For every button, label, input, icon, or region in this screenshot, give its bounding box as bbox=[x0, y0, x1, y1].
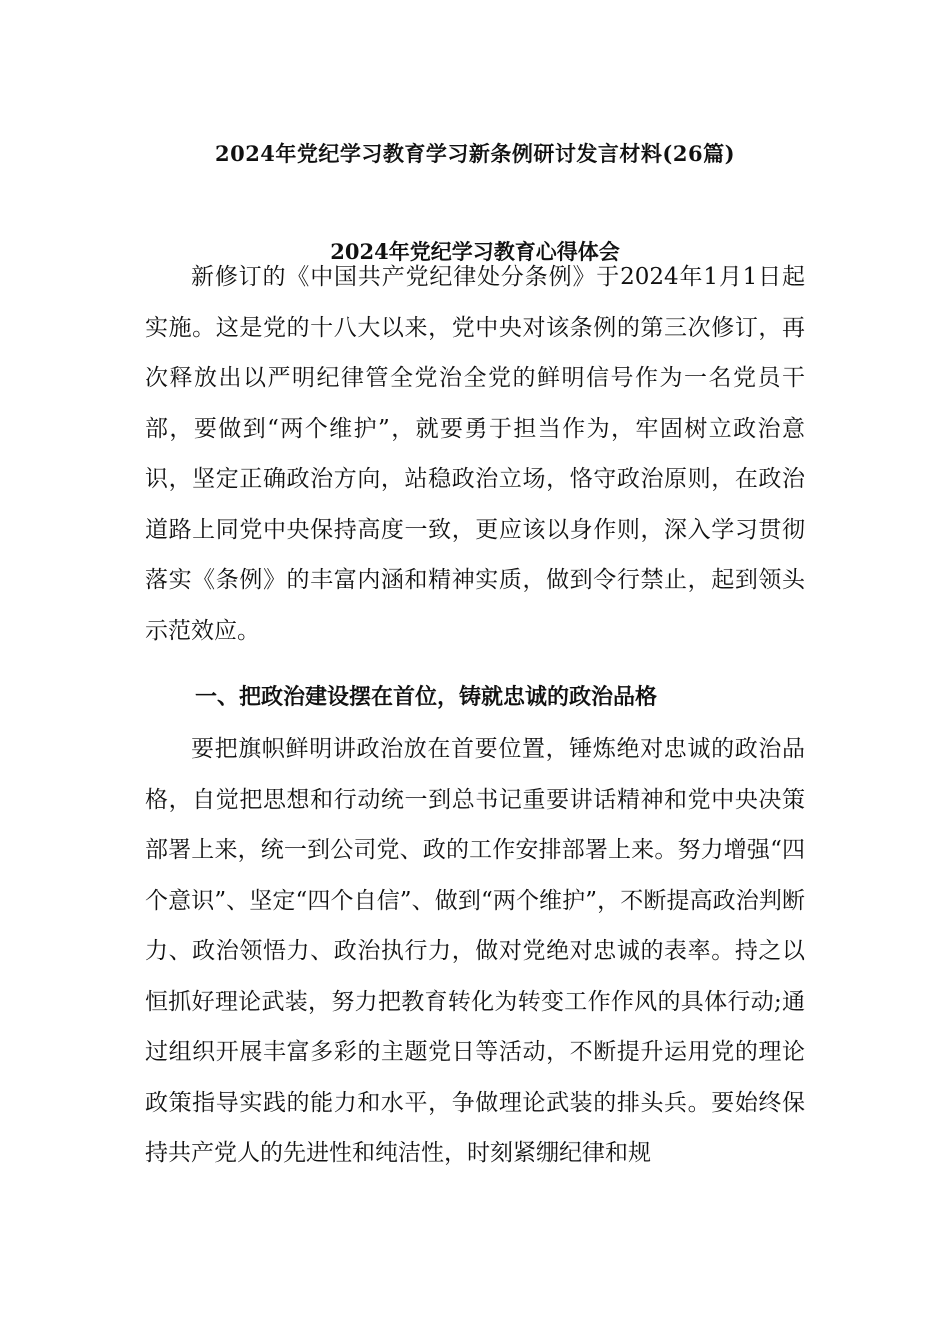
document-title: 2024年党纪学习教育学习新条例研讨发言材料(26篇) bbox=[214, 141, 736, 166]
body-paragraph-two: 要把旗帜鲜明讲政治放在首要位置，锤炼绝对忠诚的政治品格，自觉把思想和行动统一到总书记重要讲话精神和党中央决策部署上来，统一到公司党、政的工作安排部署上来。努力增强“四个意识”、坚定“四个自信”、做到“两个维护”，不断提高政治判断力、政治领悟力、政治执行力，做对党绝对忠诚的表率。持之以恒抓好理论武装，努力把教育转化为转变工作作风的具体行动;通过组织开展丰富多彩的主题党日等活动，不断提升运用党的理论政策指导实践的能力和水平，争做理论武装的排头兵。要始终保持共产党人的先进性和纯洁性，时刻紧绷纪律和规 bbox=[145, 736, 805, 1166]
heading-one: 一、把政治建设摆在首位，铸就忠诚的政治品格 bbox=[195, 684, 658, 710]
intro-paragraph: 新修订的《中国共产党纪律处分条例》于2024年1月1日起实施。这是党的十八大以来，党中央对该条例的第三次修订，再次释放出以严明纪律管全党治全党的鲜明信号作为一名党员干部，要做到“两个维护”，就要勇于担当作为，牢固树立政治意识，坚定正确政治方向，站稳政治立场，恪守政治原则，在政治道路上同党中央保持高度一致，更应该以身作则，深入学习贯彻落实《条例》的丰富内涵和精神实质，做到令行禁止，起到领头示范效应。 bbox=[145, 264, 805, 644]
section-title: 2024年党纪学习教育心得体会 bbox=[330, 239, 620, 264]
